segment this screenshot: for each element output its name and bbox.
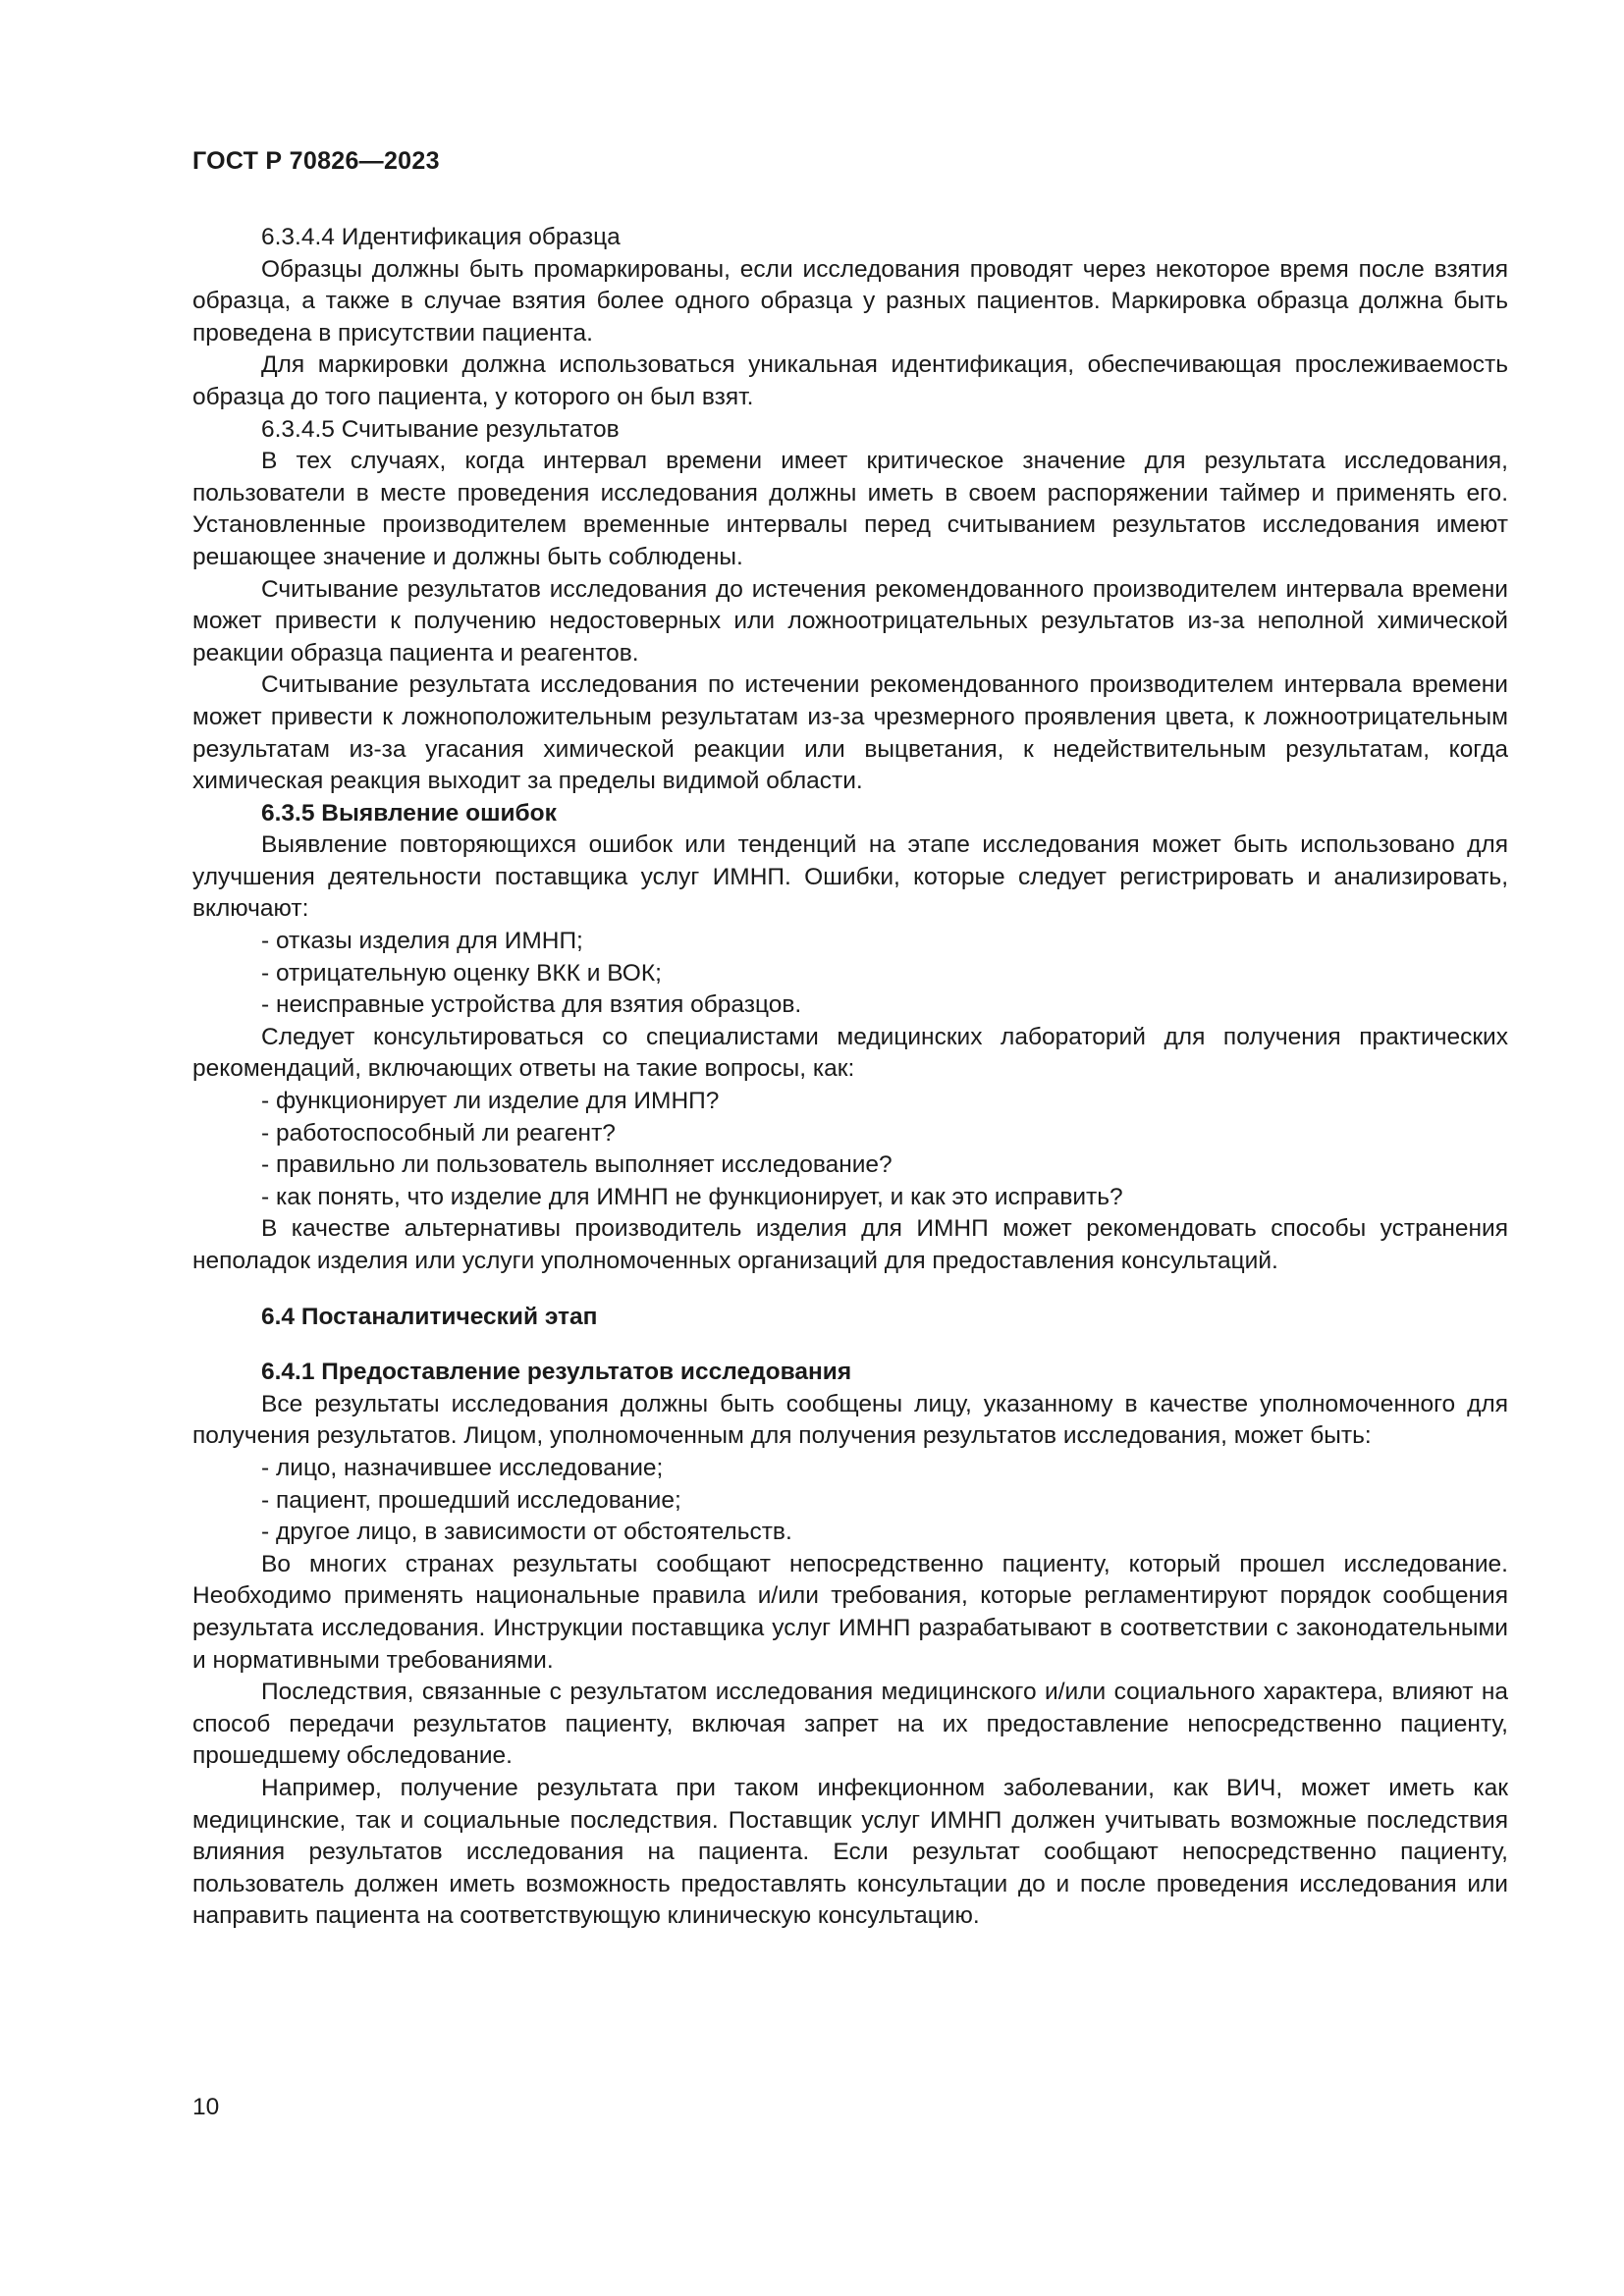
paragraph: Во многих странах результаты сообщают непосредственно пациенту, который прошел исследование. Необходимо применять национальные правила и/или требования, которые регламентируют порядок сообщения результата исследования. Инструкции поставщика услуг ИМНП разрабатывают в соответствии с законодательными и нормативными требованиями. xyxy=(192,1550,1508,1674)
list-item: - правильно ли пользователь выполняет исследование? xyxy=(261,1151,893,1179)
list-item: - отказы изделия для ИМНП; xyxy=(261,928,583,955)
paragraph: Выявление повторяющихся ошибок или тенденций на этапе исследования может быть использовано для улучшения деятельности поставщика услуг ИМНП. Ошибки, которые следует регистрировать и анализировать, включают: xyxy=(192,831,1508,923)
list-item: - отрицательную оценку ВКК и ВОК; xyxy=(261,959,662,987)
list-item: - другое лицо, в зависимости от обстоятельств. xyxy=(261,1519,792,1546)
section-heading-6-4: 6.4 Постаналитический этап xyxy=(261,1303,598,1330)
section-heading-6-3-4-4: 6.3.4.4 Идентификация образца xyxy=(261,224,621,250)
section-heading-6-4-1: 6.4.1 Предоставление результатов исследования xyxy=(261,1359,852,1386)
page-number: 10 xyxy=(192,2094,220,2120)
section-heading-6-3-5: 6.3.5 Выявление ошибок xyxy=(261,799,557,827)
list-item: - неисправные устройства для взятия образцов. xyxy=(261,991,802,1019)
paragraph: Все результаты исследования должны быть сообщены лицу, указанному в качестве уполномоченного для получения результатов. Лицом, уполномоченным для получения результатов исследования, может быть: xyxy=(192,1390,1508,1450)
section-heading-6-3-4-5: 6.3.4.5 Считывание результатов xyxy=(261,415,620,443)
paragraph: В тех случаях, когда интервал времени имеет критическое значение для результата исследования, пользователи в месте проведения исследования должны иметь в своем распоряжении таймер и применять его. Установленные производителем временные интервалы перед считыванием результатов исследования имеют решающее значение и должны быть соблюдены. xyxy=(192,448,1508,570)
paragraph: В качестве альтернативы производитель изделия для ИМНП может рекомендовать способы устранения неполадок изделия или услуги уполномоченных организаций для предоставления консультаций. xyxy=(192,1215,1508,1274)
list-item: - функционирует ли изделие для ИМНП? xyxy=(261,1088,720,1115)
document-header: ГОСТ Р 70826—2023 xyxy=(192,147,440,175)
document-body xyxy=(192,222,1508,1933)
paragraph: Считывание результата исследования по истечении рекомендованного производителем интервала времени может привести к ложноположительным результатам из-за чрезмерного проявления цвета, к ложноотрицательным результатам из-за угасания химической реакции или выцветания, к недействительным результатам, когда химическая реакция выходит за пределы видимой области. xyxy=(192,671,1508,795)
list-item: - как понять, что изделие для ИМНП не функционирует, и как это исправить? xyxy=(261,1183,1123,1210)
paragraph: Например, получение результата при таком инфекционном заболевании, как ВИЧ, может иметь как медицинские, так и социальные последствия. Поставщик услуг ИМНП должен учитывать возможные последствия влияния результатов исследования на пациента. Если результат сообщают непосредственно пациенту, пользователь должен иметь возможность предоставлять консультации до и после проведения исследования или направить пациента на соответствующую клиническую консультацию. xyxy=(192,1774,1508,1930)
paragraph: Последствия, связанные с результатом исследования медицинского и/или социального характера, влияют на способ передачи результатов пациенту, включая запрет на их предоставление непосредственно пациенту, прошедшему обследование. xyxy=(192,1679,1508,1770)
paragraph: Считывание результатов исследования до истечения рекомендованного производителем интервала времени может привести к получению недостоверных или ложноотрицательных результатов из-за неполной химической реакции образца пациента и реагентов. xyxy=(192,575,1508,667)
list-item: - работоспособный ли реагент? xyxy=(261,1119,616,1147)
paragraph: Для маркировки должна использоваться уникальная идентификация, обеспечивающая прослеживаемость образца до того пациента, у которого он был взят. xyxy=(192,351,1508,410)
list-item: - пациент, прошедший исследование; xyxy=(261,1486,681,1514)
paragraph: Образцы должны быть промаркированы, если исследования проводят через некоторое время после взятия образца, а также в случае взятия более одного образца у разных пациентов. Маркировка образца должна быть проведена в присутствии пациента. xyxy=(192,255,1508,347)
list-item: - лицо, назначившее исследование; xyxy=(261,1454,664,1481)
paragraph: Следует консультироваться со специалистами медицинских лабораторий для получения практических рекомендаций, включающих ответы на такие вопросы, как: xyxy=(192,1023,1508,1083)
